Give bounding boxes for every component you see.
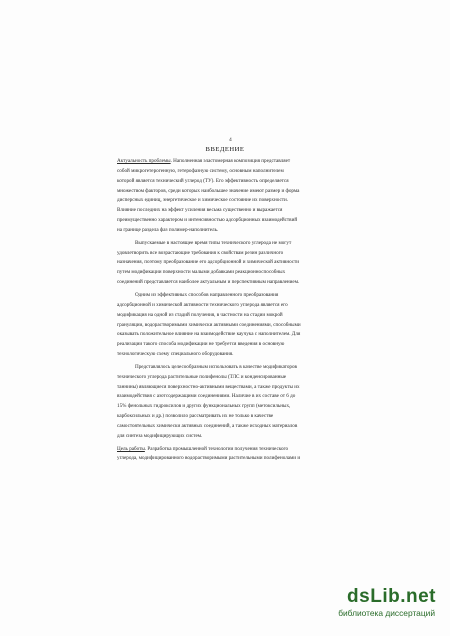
text-line: путем модификации поверхности малыми добавками реакционноспособных xyxy=(117,269,286,276)
text-line: грануляции, водорастворимыми химически активными соединениями, способными xyxy=(117,321,301,328)
text-line: Одним из эффективных способов направленного преобразования xyxy=(135,291,279,298)
text-line: Выпускаемые в настоящее время типы технического углерода не могут xyxy=(135,239,292,246)
text-line: множеством факторов, среди которых наибольшее значение имеют размер и форма xyxy=(117,187,300,194)
section-lead-goal: Цель работы xyxy=(117,445,145,452)
text-line: назначения, поэтому преобразование его адсорбционной и химической активности xyxy=(117,259,300,266)
text-line: самостоятельных химически активных соединений, а также исходных материалов xyxy=(117,422,298,429)
paragraph-carbon-types xyxy=(117,239,355,288)
text-line: адсорбционной и химической активности технического углерода является его xyxy=(117,301,288,308)
text-line: 15% фенольных гидроксилов и других функциональных групп (метоксильных, xyxy=(117,403,291,410)
text-line: реализации такого способа модификации не требуется введения в основную xyxy=(117,341,285,348)
paragraph-modifiers xyxy=(117,363,355,442)
text-line: карбоксильных и др.) позволило рассматривать их не только в качестве xyxy=(117,413,274,420)
text-line: технического углерода растительные полифенолы (ТЛС и конденсированные xyxy=(117,373,287,380)
section-lead-relevance: Актуальность проблемы xyxy=(117,158,171,164)
text-line: для синтеза модифицирующих систем. xyxy=(117,432,203,439)
text-line: модификация на одной из стадий получения, в частности на стадии мокрой xyxy=(117,311,283,318)
paragraph-methods xyxy=(117,291,355,360)
page-number: 4 xyxy=(229,137,232,143)
dslib-watermark[interactable] xyxy=(332,586,436,620)
text-line: углерода, модифицированного водорастворимыми растительными полифенолами и xyxy=(117,455,301,462)
text-line: оказывать положительное влияние на взаимодействие каучука с наполнителем. Для xyxy=(117,331,301,338)
text-line: преимущественно характером и интенсивностью адсорбционных взаимодействий xyxy=(117,217,298,224)
text-line: удовлетворить все возрастающие требования к свойствам резин различного xyxy=(117,249,284,256)
page-heading: ВВЕДЕНИЕ xyxy=(205,146,245,153)
text-line: Актуальность проблемы. Наполненная эластомерная композиция представляет xyxy=(117,158,291,164)
text-line: таннины) являющиеся поверхностно-активными веществами, а также продукты их xyxy=(117,383,300,390)
text-line: соединений представляется наиболее актуальным и перспективным направлением. xyxy=(117,279,300,286)
document-body xyxy=(117,157,355,467)
watermark-logo[interactable]: dsLib.net xyxy=(347,586,436,607)
text-line: Представлялось целесообразным использовать в качестве модификаторов xyxy=(135,363,297,370)
text-line: Влияние последних на эффект усиления весьма существенно и выражается xyxy=(117,207,283,214)
text-line: которой является технический углерод (ТУ). Его эффективность определяется xyxy=(117,177,289,184)
text-line: взаимодействия с азотсодержащими соединениями. Наличие в их составе от 6 до xyxy=(117,393,296,400)
paragraph-goal xyxy=(117,445,355,465)
text-line: технологическую схему специального оборудования. xyxy=(117,351,234,358)
text-line: дисперсных единиц, энергетическое и химическое состояние их поверхности. xyxy=(117,197,289,204)
paragraph-relevance xyxy=(117,157,355,236)
text-line: Цель работы. Разработка промышленной технологии получения технического xyxy=(117,445,289,452)
watermark-tagline: библиотека диссертаций xyxy=(338,608,435,618)
text-line: на границе раздела фаз полимер-наполнитель. xyxy=(117,226,219,233)
text-line: собой микрогетерогенную, гетерофазную систему, основным наполнителем xyxy=(117,167,284,174)
